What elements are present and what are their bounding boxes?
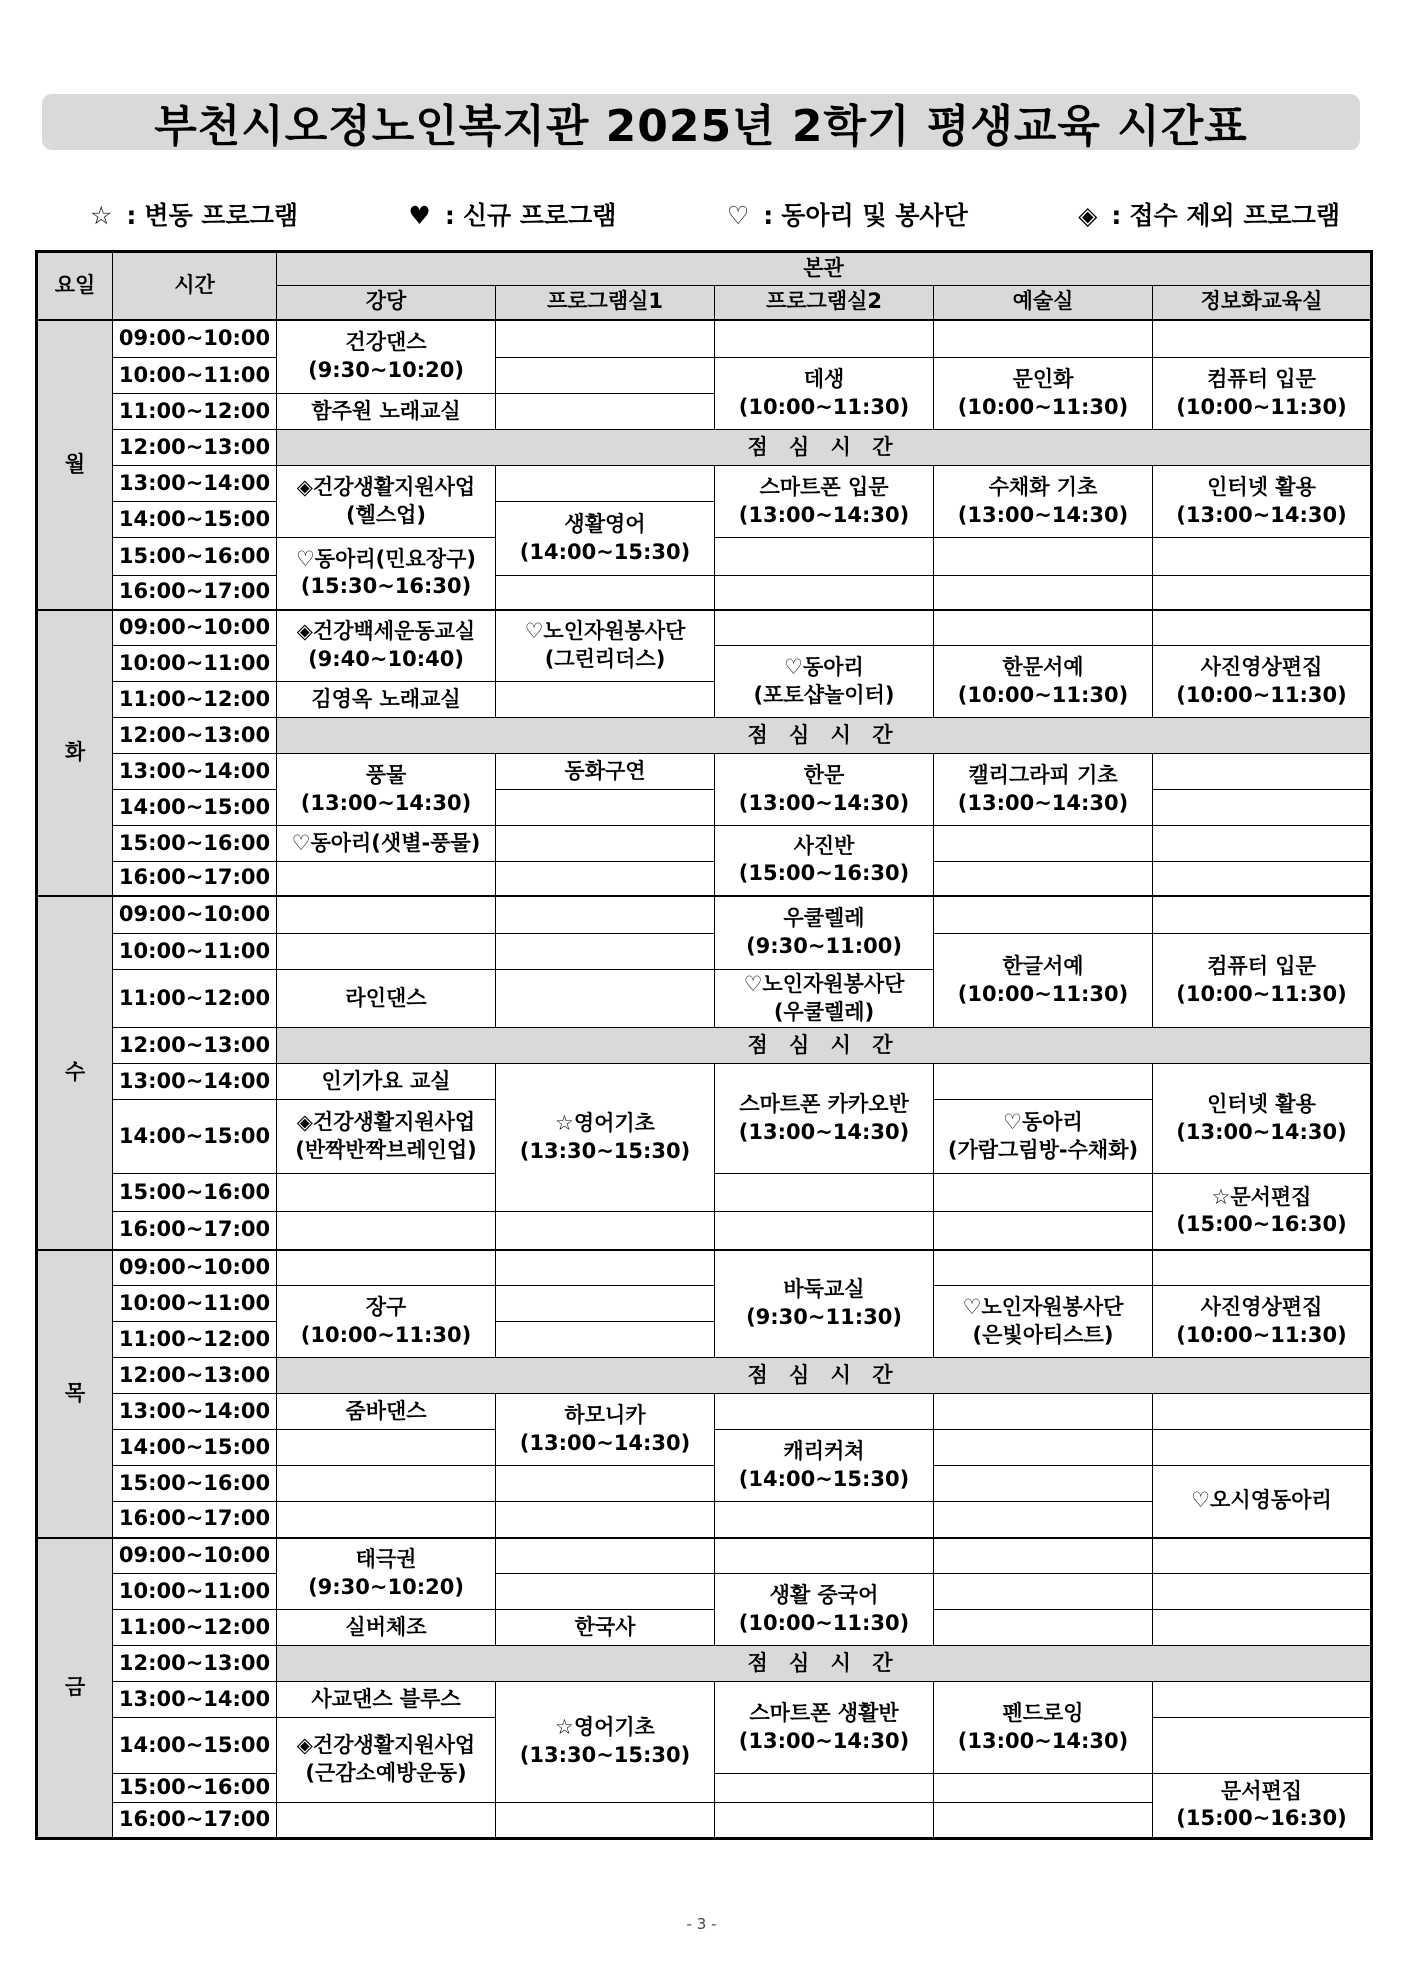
empty-cell [1153,1538,1372,1574]
time-slot: 16:00~17:00 [113,1802,277,1838]
legend [90,196,1340,232]
empty-cell [496,1502,715,1538]
empty-cell [934,320,1153,358]
table-row [37,430,1372,466]
empty-cell [715,320,934,358]
lunch-break: 점 심 시 간 [277,1358,1372,1394]
time-slot: 13:00~14:00 [113,754,277,790]
program-cell: ☆문서편집 (15:00~16:30) [1153,1174,1372,1250]
time-slot: 11:00~12:00 [113,970,277,1028]
empty-cell [496,790,715,826]
program-cell: ♡노인자원봉사단 (우쿨렐레) [715,970,934,1028]
header-room: 프로그램실2 [715,286,934,320]
empty-cell [496,320,715,358]
program-cell: ♡동아리(샛별-풍물) [277,826,496,862]
empty-cell [1153,896,1372,934]
empty-cell [715,1538,934,1574]
empty-cell [1153,576,1372,610]
star-outline-icon: ☆ [90,201,113,230]
empty-cell [496,1250,715,1286]
empty-cell [277,934,496,970]
day-label: 목 [37,1250,113,1538]
empty-cell [277,1466,496,1502]
time-slot: 10:00~11:00 [113,1286,277,1322]
program-cell: 스마트폰 생활반 (13:00~14:30) [715,1682,934,1774]
program-cell: 컴퓨터 입문 (10:00~11:30) [1153,934,1372,1028]
table-row [37,1286,1372,1322]
empty-cell [1153,862,1372,896]
empty-cell [1153,1394,1372,1430]
time-slot: 14:00~15:00 [113,1718,277,1774]
time-slot: 13:00~14:00 [113,1394,277,1430]
empty-cell [934,1430,1153,1466]
program-cell: ♡동아리 (가람그림방-수채화) [934,1100,1153,1174]
empty-cell [1153,754,1372,790]
time-slot: 12:00~13:00 [113,1646,277,1682]
timetable [35,250,1373,1840]
empty-cell [1153,826,1372,862]
program-cell: 문인화 (10:00~11:30) [934,358,1153,430]
empty-cell [934,862,1153,896]
program-cell: 캘리그라피 기초 (13:00~14:30) [934,754,1153,826]
header-time: 시간 [113,252,277,320]
header-room: 예술실 [934,286,1153,320]
program-cell: 사진영상편집 (10:00~11:30) [1153,646,1372,718]
time-slot: 10:00~11:00 [113,646,277,682]
empty-cell [934,1574,1153,1610]
empty-cell [277,1174,496,1212]
empty-cell [1153,320,1372,358]
table-row [37,1358,1372,1394]
program-cell: ♡동아리(민요장구) (15:30~16:30) [277,538,496,610]
program-cell: 한국사 [496,1610,715,1646]
table-row [37,466,1372,502]
empty-cell [715,1212,934,1250]
program-cell: ♡오시영동아리 [1153,1466,1372,1538]
time-slot: 10:00~11:00 [113,1574,277,1610]
day-label: 금 [37,1538,113,1839]
empty-cell [496,1538,715,1574]
empty-cell [496,970,715,1028]
table-row [37,1610,1372,1646]
empty-cell [496,1802,715,1838]
header-room: 정보화교육실 [1153,286,1372,320]
legend-item-excluded: ◈ : 접수 제외 프로그램 [1078,201,1340,230]
program-cell: ◈건강생활지원사업 (근감소예방운동) [277,1718,496,1803]
empty-cell [496,896,715,934]
empty-cell [277,862,496,896]
program-cell: ♡동아리 (포토샵놀이터) [715,646,934,718]
program-cell: 건강댄스 (9:30~10:20) [277,320,496,394]
time-slot: 10:00~11:00 [113,934,277,970]
empty-cell [1153,1610,1372,1646]
program-cell: 줌바댄스 [277,1394,496,1430]
title-bar [42,94,1360,150]
time-slot: 12:00~13:00 [113,1028,277,1064]
empty-cell [934,1774,1153,1803]
header-room: 프로그램실1 [496,286,715,320]
empty-cell [934,1250,1153,1286]
empty-cell [496,394,715,430]
empty-cell [934,1174,1153,1212]
empty-cell [715,1174,934,1212]
page-number: - 3 - [686,1915,717,1933]
table-row [37,358,1372,394]
empty-cell [496,682,715,718]
empty-cell [496,1322,715,1358]
program-cell: ♡노인자원봉사단 (은빛아티스트) [934,1286,1153,1358]
empty-cell [715,1394,934,1430]
empty-cell [496,934,715,970]
table-row [37,1394,1372,1430]
program-cell: 컴퓨터 입문 (10:00~11:30) [1153,358,1372,430]
empty-cell [934,1064,1153,1100]
lunch-break: 점 심 시 간 [277,1028,1372,1064]
time-slot: 11:00~12:00 [113,1610,277,1646]
program-cell: 사교댄스 블루스 [277,1682,496,1718]
program-cell: 사진반 (15:00~16:30) [715,826,934,896]
empty-cell [1153,1682,1372,1718]
table-row [37,610,1372,646]
program-cell: 문서편집 (15:00~16:30) [1153,1774,1372,1839]
day-label: 화 [37,610,113,896]
empty-cell [496,466,715,502]
program-cell: 라인댄스 [277,970,496,1028]
program-cell: ☆영어기초 (13:30~15:30) [496,1064,715,1212]
empty-cell [1153,1718,1372,1774]
time-slot: 15:00~16:00 [113,1174,277,1212]
time-slot: 11:00~12:00 [113,682,277,718]
empty-cell [715,610,934,646]
empty-cell [715,576,934,610]
program-cell: 한문 (13:00~14:30) [715,754,934,826]
table-row [37,1466,1372,1502]
program-cell: 김영옥 노래교실 [277,682,496,718]
program-cell: 인터넷 활용 (13:00~14:30) [1153,466,1372,538]
table-row [37,790,1372,826]
legend-item-club: ♡ : 동아리 및 봉사단 [726,201,968,230]
program-cell: 우쿨렐레 (9:30~11:00) [715,896,934,970]
empty-cell [496,862,715,896]
time-slot: 16:00~17:00 [113,1212,277,1250]
program-cell: 생활 중국어 (10:00~11:30) [715,1574,934,1646]
program-cell: ☆영어기초 (13:30~15:30) [496,1682,715,1803]
program-cell: ◈건강백세운동교실 (9:40~10:40) [277,610,496,682]
empty-cell [496,1574,715,1610]
table-row [37,576,1372,610]
empty-cell [934,896,1153,934]
legend-item-changed: ☆ : 변동 프로그램 [90,201,299,230]
lunch-break: 점 심 시 간 [277,1646,1372,1682]
table-row [37,1574,1372,1610]
empty-cell [934,1610,1153,1646]
empty-cell [496,826,715,862]
empty-cell [277,1502,496,1538]
program-cell: 장구 (10:00~11:30) [277,1286,496,1358]
table-row [37,826,1372,862]
empty-cell [277,1212,496,1250]
time-slot: 12:00~13:00 [113,718,277,754]
table-row [37,896,1372,934]
empty-cell [1153,538,1372,576]
legend-item-new: ♥ : 신규 프로그램 [408,201,617,230]
empty-cell [1153,1430,1372,1466]
table-row [37,1538,1372,1574]
program-cell: 인기가요 교실 [277,1064,496,1100]
empty-cell [934,1212,1153,1250]
program-cell: 실버체조 [277,1610,496,1646]
empty-cell [277,1430,496,1466]
time-slot: 10:00~11:00 [113,358,277,394]
time-slot: 09:00~10:00 [113,610,277,646]
page-title: 부천시오정노인복지관 2025년 2학기 평생교육 시간표 [154,101,1248,152]
empty-cell [496,576,715,610]
program-cell: 인터넷 활용 (13:00~14:30) [1153,1064,1372,1174]
time-slot: 13:00~14:00 [113,1064,277,1100]
empty-cell [496,1466,715,1502]
table-row [37,862,1372,896]
empty-cell [1153,1574,1372,1610]
empty-cell [715,538,934,576]
legend-label: 접수 제외 프로그램 [1129,201,1340,230]
program-cell: 펜드로잉 (13:00~14:30) [934,1682,1153,1774]
program-cell: ◈건강생활지원사업 (반짝반짝브레인업) [277,1100,496,1174]
program-cell: 태극권 (9:30~10:20) [277,1538,496,1610]
time-slot: 12:00~13:00 [113,430,277,466]
time-slot: 14:00~15:00 [113,790,277,826]
timetable-body [37,320,1372,1839]
time-slot: 15:00~16:00 [113,1774,277,1803]
table-row [37,1646,1372,1682]
program-cell: 데생 (10:00~11:30) [715,358,934,430]
program-cell: 풍물 (13:00~14:30) [277,754,496,826]
heart-filled-icon: ♥ [408,201,431,230]
header-building: 본관 [277,252,1372,286]
day-label: 수 [37,896,113,1250]
legend-label: 변동 프로그램 [144,201,299,230]
empty-cell [715,1502,934,1538]
program-cell: 하모니카 (13:00~14:30) [496,1394,715,1466]
lunch-break: 점 심 시 간 [277,430,1372,466]
time-slot: 16:00~17:00 [113,1502,277,1538]
legend-label: 동아리 및 봉사단 [781,201,968,230]
empty-cell [1153,790,1372,826]
program-cell: 스마트폰 입문 (13:00~14:30) [715,466,934,538]
program-cell: ♡노인자원봉사단 (그린리더스) [496,610,715,682]
time-slot: 09:00~10:00 [113,320,277,358]
program-cell: 한문서예 (10:00~11:30) [934,646,1153,718]
table-row [37,718,1372,754]
table-row [37,1250,1372,1286]
time-slot: 09:00~10:00 [113,1538,277,1574]
empty-cell [934,1502,1153,1538]
program-cell: 함주원 노래교실 [277,394,496,430]
empty-cell [934,1538,1153,1574]
time-slot: 11:00~12:00 [113,394,277,430]
time-slot: 15:00~16:00 [113,538,277,576]
program-cell: ◈건강생활지원사업 (헬스업) [277,466,496,538]
empty-cell [934,610,1153,646]
time-slot: 09:00~10:00 [113,896,277,934]
empty-cell [934,1802,1153,1838]
lunch-break: 점 심 시 간 [277,718,1372,754]
empty-cell [1153,1250,1372,1286]
empty-cell [934,1394,1153,1430]
table-row [37,1682,1372,1718]
table-row [37,1028,1372,1064]
program-cell: 한글서예 (10:00~11:30) [934,934,1153,1028]
program-cell: 바둑교실 (9:30~11:30) [715,1250,934,1358]
empty-cell [934,1466,1153,1502]
empty-cell [934,538,1153,576]
time-slot: 14:00~15:00 [113,1100,277,1174]
empty-cell [1153,610,1372,646]
empty-cell [496,1212,715,1250]
program-cell: 스마트폰 카카오반 (13:00~14:30) [715,1064,934,1174]
empty-cell [277,1250,496,1286]
table-row [37,934,1372,970]
time-slot: 09:00~10:00 [113,1250,277,1286]
program-cell: 캐리커쳐 (14:00~15:30) [715,1430,934,1502]
time-slot: 15:00~16:00 [113,826,277,862]
empty-cell [715,1774,934,1803]
legend-label: 신규 프로그램 [462,201,617,230]
empty-cell [496,1286,715,1322]
program-cell: 수채화 기초 (13:00~14:30) [934,466,1153,538]
table-row [37,320,1372,358]
empty-cell [715,1802,934,1838]
time-slot: 14:00~15:00 [113,502,277,538]
program-cell: 생활영어 (14:00~15:30) [496,502,715,576]
time-slot: 16:00~17:00 [113,862,277,896]
time-slot: 12:00~13:00 [113,1358,277,1394]
time-slot: 13:00~14:00 [113,1682,277,1718]
time-slot: 15:00~16:00 [113,1466,277,1502]
day-label: 월 [37,320,113,610]
program-cell: 동화구연 [496,754,715,790]
empty-cell [277,1802,496,1838]
empty-cell [934,826,1153,862]
program-cell: 사진영상편집 (10:00~11:30) [1153,1286,1372,1358]
time-slot: 11:00~12:00 [113,1322,277,1358]
time-slot: 13:00~14:00 [113,466,277,502]
header-day: 요일 [37,252,113,320]
table-row [37,754,1372,790]
empty-cell [277,896,496,934]
table-row [37,1064,1372,1100]
diamond-icon: ◈ [1078,201,1098,230]
header-room: 강당 [277,286,496,320]
empty-cell [934,576,1153,610]
time-slot: 14:00~15:00 [113,1430,277,1466]
heart-outline-icon: ♡ [726,201,750,230]
empty-cell [496,358,715,394]
time-slot: 16:00~17:00 [113,576,277,610]
